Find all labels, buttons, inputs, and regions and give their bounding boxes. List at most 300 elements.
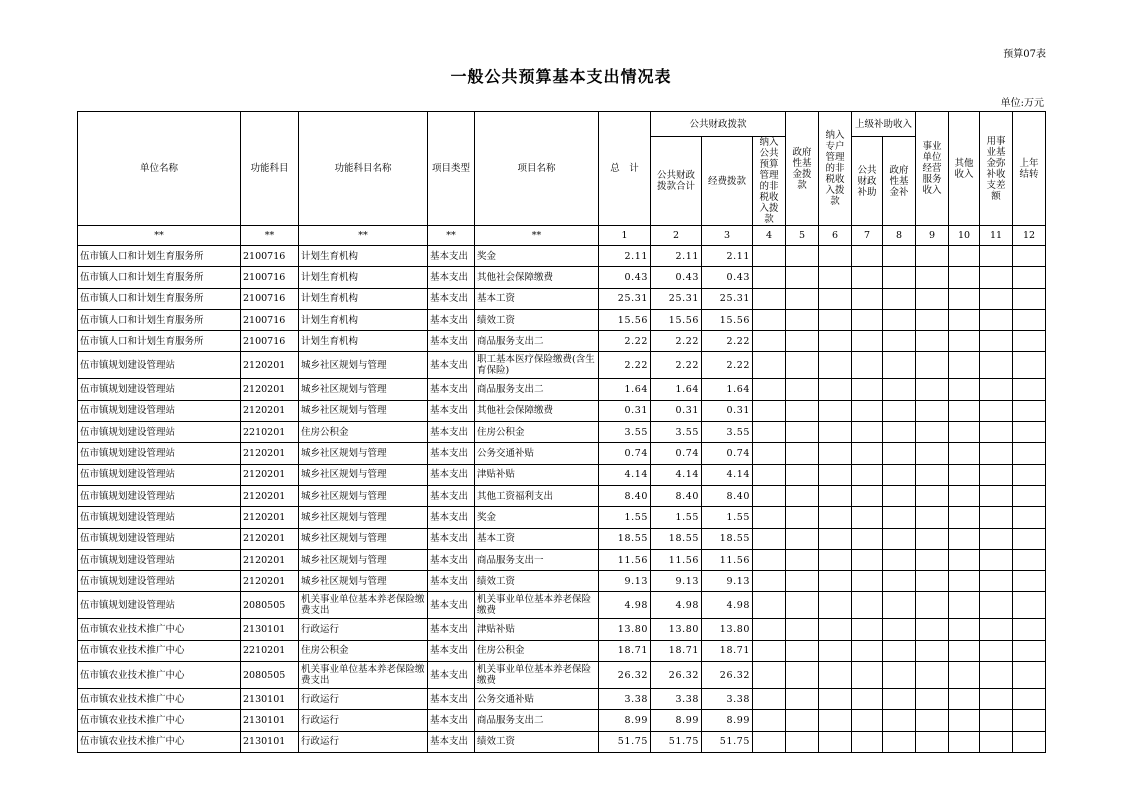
empty-cell — [949, 309, 980, 330]
unit-name-cell: 伍市镇规划建设管理站 — [78, 507, 241, 528]
column-number-cell: 9 — [916, 226, 949, 246]
empty-cell — [883, 592, 916, 619]
func-name-cell: 城乡社区规划与管理 — [299, 352, 428, 379]
empty-cell — [980, 485, 1013, 506]
proj-name-cell: 基本工资 — [475, 528, 599, 549]
empty-cell — [819, 246, 852, 267]
empty-cell — [852, 662, 883, 689]
unit-name-cell: 伍市镇人口和计划生育服务所 — [78, 288, 241, 309]
empty-cell — [786, 710, 819, 731]
empty-cell — [980, 571, 1013, 592]
empty-cell — [786, 246, 819, 267]
empty-cell — [916, 549, 949, 570]
proj-name-cell: 津贴补贴 — [475, 464, 599, 485]
empty-cell — [980, 309, 1013, 330]
total-cell: 0.43 — [599, 267, 651, 288]
marker-star-cell: ** — [475, 226, 599, 246]
empty-cell — [819, 640, 852, 661]
empty-cell — [819, 464, 852, 485]
proj-type-cell: 基本支出 — [428, 464, 475, 485]
proj-name-cell: 绩效工资 — [475, 309, 599, 330]
empty-cell — [753, 640, 786, 661]
proj-name-cell: 商品服务支出一 — [475, 549, 599, 570]
proj-type-cell: 基本支出 — [428, 246, 475, 267]
empty-cell — [852, 246, 883, 267]
empty-cell — [819, 507, 852, 528]
func-code-cell: 2120201 — [241, 571, 299, 592]
table-row — [78, 379, 1046, 400]
empty-cell — [819, 549, 852, 570]
empty-cell — [786, 731, 819, 752]
func-name-cell: 行政运行 — [299, 731, 428, 752]
empty-cell — [883, 619, 916, 640]
proj-name-cell: 职工基本医疗保险缴费(含生育保险) — [475, 352, 599, 379]
header-gov-fund: 政府性基金拨款 — [786, 112, 819, 226]
proj-name-cell: 基本工资 — [475, 288, 599, 309]
total-cell: 18.55 — [599, 528, 651, 549]
public-finance-total-cell: 4.14 — [651, 464, 702, 485]
column-number-cell: 6 — [819, 226, 852, 246]
empty-cell — [753, 485, 786, 506]
empty-cell — [980, 379, 1013, 400]
table-row — [78, 443, 1046, 464]
header-budget-special-income: 纳入公共预算管理的非税收入拨款 — [753, 137, 786, 226]
empty-cell — [1013, 549, 1046, 570]
func-code-cell: 2100716 — [241, 288, 299, 309]
empty-cell — [916, 710, 949, 731]
empty-cell — [883, 267, 916, 288]
unit-name-cell: 伍市镇规划建设管理站 — [78, 379, 241, 400]
func-code-cell: 2120201 — [241, 485, 299, 506]
expense-appropriation-cell: 1.64 — [702, 379, 753, 400]
empty-cell — [916, 443, 949, 464]
empty-cell — [852, 267, 883, 288]
empty-cell — [852, 507, 883, 528]
column-number-cell: 1 — [599, 226, 651, 246]
column-number-cell: 7 — [852, 226, 883, 246]
proj-type-cell: 基本支出 — [428, 309, 475, 330]
proj-type-cell: 基本支出 — [428, 619, 475, 640]
empty-cell — [949, 662, 980, 689]
public-finance-total-cell: 8.99 — [651, 710, 702, 731]
func-code-cell: 2120201 — [241, 464, 299, 485]
func-name-cell: 计划生育机构 — [299, 331, 428, 352]
header-business-income: 事业单位经营服务收入 — [916, 112, 949, 226]
header-fund-deficit: 用事业基金弥补收支差额 — [980, 112, 1013, 226]
table-row — [78, 288, 1046, 309]
proj-name-cell: 公务交通补贴 — [475, 443, 599, 464]
empty-cell — [753, 528, 786, 549]
empty-cell — [786, 662, 819, 689]
table-row — [78, 731, 1046, 752]
empty-cell — [883, 246, 916, 267]
func-code-cell: 2130101 — [241, 619, 299, 640]
public-finance-total-cell: 4.98 — [651, 592, 702, 619]
unit-name-cell: 伍市镇规划建设管理站 — [78, 443, 241, 464]
expense-appropriation-cell: 8.99 — [702, 710, 753, 731]
empty-cell — [786, 267, 819, 288]
expense-appropriation-cell: 8.40 — [702, 485, 753, 506]
empty-cell — [949, 331, 980, 352]
unit-label: 单位:万元 — [1000, 98, 1044, 109]
empty-cell — [883, 689, 916, 710]
empty-cell — [980, 640, 1013, 661]
empty-cell — [753, 592, 786, 619]
empty-cell — [1013, 352, 1046, 379]
total-cell: 26.32 — [599, 662, 651, 689]
empty-cell — [852, 571, 883, 592]
proj-name-cell: 住房公积金 — [475, 640, 599, 661]
empty-cell — [852, 288, 883, 309]
empty-cell — [786, 571, 819, 592]
func-name-cell: 计划生育机构 — [299, 246, 428, 267]
column-number-cell: 2 — [651, 226, 702, 246]
empty-cell — [949, 689, 980, 710]
func-code-cell: 2080505 — [241, 592, 299, 619]
proj-name-cell: 奖金 — [475, 246, 599, 267]
empty-cell — [916, 331, 949, 352]
empty-cell — [949, 528, 980, 549]
proj-type-cell: 基本支出 — [428, 571, 475, 592]
public-finance-total-cell: 13.80 — [651, 619, 702, 640]
empty-cell — [980, 464, 1013, 485]
empty-cell — [980, 352, 1013, 379]
expense-appropriation-cell: 0.31 — [702, 400, 753, 421]
proj-type-cell: 基本支出 — [428, 485, 475, 506]
empty-cell — [753, 309, 786, 330]
empty-cell — [786, 352, 819, 379]
empty-cell — [916, 592, 949, 619]
empty-cell — [786, 379, 819, 400]
column-number-cell: 8 — [883, 226, 916, 246]
unit-name-cell: 伍市镇人口和计划生育服务所 — [78, 309, 241, 330]
empty-cell — [1013, 246, 1046, 267]
empty-cell — [980, 662, 1013, 689]
total-cell: 2.11 — [599, 246, 651, 267]
empty-cell — [1013, 528, 1046, 549]
unit-name-cell: 伍市镇农业技术推广中心 — [78, 640, 241, 661]
empty-cell — [786, 288, 819, 309]
unit-name-cell: 伍市镇人口和计划生育服务所 — [78, 331, 241, 352]
empty-cell — [819, 710, 852, 731]
unit-name-cell: 伍市镇农业技术推广中心 — [78, 710, 241, 731]
empty-cell — [980, 528, 1013, 549]
empty-cell — [980, 331, 1013, 352]
total-cell: 1.64 — [599, 379, 651, 400]
empty-cell — [786, 464, 819, 485]
proj-name-cell: 住房公积金 — [475, 422, 599, 443]
func-name-cell: 城乡社区规划与管理 — [299, 400, 428, 421]
empty-cell — [852, 640, 883, 661]
empty-cell — [1013, 400, 1046, 421]
proj-type-cell: 基本支出 — [428, 267, 475, 288]
empty-cell — [819, 485, 852, 506]
expense-appropriation-cell: 3.38 — [702, 689, 753, 710]
unit-name-cell: 伍市镇规划建设管理站 — [78, 571, 241, 592]
proj-name-cell: 商品服务支出二 — [475, 710, 599, 731]
table-row — [78, 485, 1046, 506]
empty-cell — [852, 689, 883, 710]
unit-name-cell: 伍市镇规划建设管理站 — [78, 464, 241, 485]
func-code-cell: 2120201 — [241, 507, 299, 528]
header-unit-name: 单位名称 — [78, 112, 241, 226]
expense-appropriation-cell: 0.74 — [702, 443, 753, 464]
proj-type-cell: 基本支出 — [428, 640, 475, 661]
func-name-cell: 城乡社区规划与管理 — [299, 571, 428, 592]
header-special-nontax: 纳入专户管理的非税收入拨款 — [819, 112, 852, 226]
expense-appropriation-cell: 2.11 — [702, 246, 753, 267]
func-code-cell: 2120201 — [241, 528, 299, 549]
func-name-cell: 住房公积金 — [299, 640, 428, 661]
public-finance-total-cell: 15.56 — [651, 309, 702, 330]
column-number-cell: 3 — [702, 226, 753, 246]
header-last-year-carry: 上年结转 — [1013, 112, 1046, 226]
func-code-cell: 2100716 — [241, 267, 299, 288]
proj-name-cell: 机关事业单位基本养老保险缴费 — [475, 662, 599, 689]
public-finance-total-cell: 1.55 — [651, 507, 702, 528]
expense-appropriation-cell: 18.71 — [702, 640, 753, 661]
empty-cell — [852, 485, 883, 506]
func-name-cell: 住房公积金 — [299, 422, 428, 443]
column-number-cell: 10 — [949, 226, 980, 246]
empty-cell — [753, 267, 786, 288]
header-proj-type: 项目类型 — [428, 112, 475, 226]
empty-cell — [916, 662, 949, 689]
header-superior-subsidy: 上级补助收入 — [852, 112, 916, 137]
empty-cell — [753, 662, 786, 689]
func-code-cell: 2210201 — [241, 422, 299, 443]
unit-name-cell: 伍市镇规划建设管理站 — [78, 422, 241, 443]
empty-cell — [883, 379, 916, 400]
empty-cell — [786, 443, 819, 464]
empty-cell — [753, 507, 786, 528]
empty-cell — [949, 246, 980, 267]
empty-cell — [819, 352, 852, 379]
empty-cell — [852, 549, 883, 570]
empty-cell — [753, 331, 786, 352]
empty-cell — [883, 710, 916, 731]
empty-cell — [980, 400, 1013, 421]
empty-cell — [916, 689, 949, 710]
empty-cell — [852, 422, 883, 443]
table-row — [78, 710, 1046, 731]
header-public-finance-total: 公共财政拨款合计 — [651, 137, 702, 226]
empty-cell — [1013, 443, 1046, 464]
empty-cell — [949, 352, 980, 379]
expense-appropriation-cell: 3.55 — [702, 422, 753, 443]
expense-appropriation-cell: 2.22 — [702, 352, 753, 379]
empty-cell — [916, 352, 949, 379]
total-cell: 2.22 — [599, 352, 651, 379]
empty-cell — [786, 640, 819, 661]
empty-cell — [1013, 331, 1046, 352]
empty-cell — [753, 549, 786, 570]
empty-cell — [852, 528, 883, 549]
empty-cell — [980, 592, 1013, 619]
proj-type-cell: 基本支出 — [428, 528, 475, 549]
empty-cell — [916, 619, 949, 640]
proj-type-cell: 基本支出 — [428, 400, 475, 421]
empty-cell — [949, 288, 980, 309]
empty-cell — [883, 331, 916, 352]
proj-name-cell: 其他社会保障缴费 — [475, 400, 599, 421]
empty-cell — [949, 379, 980, 400]
empty-cell — [916, 267, 949, 288]
empty-cell — [1013, 710, 1046, 731]
empty-cell — [883, 443, 916, 464]
empty-cell — [753, 571, 786, 592]
expense-appropriation-cell: 51.75 — [702, 731, 753, 752]
table-row — [78, 549, 1046, 570]
proj-name-cell: 商品服务支出二 — [475, 379, 599, 400]
empty-cell — [852, 400, 883, 421]
empty-cell — [786, 331, 819, 352]
proj-name-cell: 机关事业单位基本养老保险缴费 — [475, 592, 599, 619]
empty-cell — [1013, 507, 1046, 528]
empty-cell — [852, 309, 883, 330]
public-finance-total-cell: 18.55 — [651, 528, 702, 549]
func-name-cell: 城乡社区规划与管理 — [299, 528, 428, 549]
header-public-finance: 公共财政拨款 — [651, 112, 786, 137]
header-expense-appropriation: 经费拨款 — [702, 137, 753, 226]
empty-cell — [786, 309, 819, 330]
empty-cell — [1013, 485, 1046, 506]
table-row — [78, 640, 1046, 661]
empty-cell — [753, 710, 786, 731]
public-finance-total-cell: 0.43 — [651, 267, 702, 288]
empty-cell — [786, 507, 819, 528]
column-number-row — [78, 226, 1046, 246]
empty-cell — [949, 731, 980, 752]
empty-cell — [852, 379, 883, 400]
empty-cell — [819, 309, 852, 330]
empty-cell — [883, 507, 916, 528]
empty-cell — [819, 331, 852, 352]
empty-cell — [883, 485, 916, 506]
empty-cell — [786, 400, 819, 421]
empty-cell — [852, 464, 883, 485]
empty-cell — [819, 592, 852, 619]
empty-cell — [980, 507, 1013, 528]
empty-cell — [786, 485, 819, 506]
unit-name-cell: 伍市镇农业技术推广中心 — [78, 619, 241, 640]
proj-type-cell: 基本支出 — [428, 288, 475, 309]
empty-cell — [949, 592, 980, 619]
func-name-cell: 城乡社区规划与管理 — [299, 379, 428, 400]
public-finance-total-cell: 1.64 — [651, 379, 702, 400]
proj-name-cell: 其他社会保障缴费 — [475, 267, 599, 288]
empty-cell — [753, 288, 786, 309]
empty-cell — [852, 619, 883, 640]
unit-name-cell: 伍市镇农业技术推广中心 — [78, 731, 241, 752]
public-finance-total-cell: 25.31 — [651, 288, 702, 309]
unit-name-cell: 伍市镇人口和计划生育服务所 — [78, 246, 241, 267]
total-cell: 25.31 — [599, 288, 651, 309]
public-finance-total-cell: 8.40 — [651, 485, 702, 506]
func-code-cell: 2130101 — [241, 689, 299, 710]
proj-type-cell: 基本支出 — [428, 710, 475, 731]
public-finance-total-cell: 0.74 — [651, 443, 702, 464]
func-code-cell: 2100716 — [241, 246, 299, 267]
func-name-cell: 计划生育机构 — [299, 267, 428, 288]
func-code-cell: 2120201 — [241, 443, 299, 464]
empty-cell — [753, 443, 786, 464]
empty-cell — [980, 619, 1013, 640]
empty-cell — [949, 267, 980, 288]
empty-cell — [1013, 464, 1046, 485]
empty-cell — [980, 267, 1013, 288]
header-func-name: 功能科目名称 — [299, 112, 428, 226]
empty-cell — [883, 422, 916, 443]
total-cell: 11.56 — [599, 549, 651, 570]
proj-name-cell: 其他工资福利支出 — [475, 485, 599, 506]
empty-cell — [819, 571, 852, 592]
empty-cell — [980, 710, 1013, 731]
proj-name-cell: 绩效工资 — [475, 571, 599, 592]
column-number-cell: 12 — [1013, 226, 1046, 246]
public-finance-total-cell: 3.55 — [651, 422, 702, 443]
public-finance-total-cell: 11.56 — [651, 549, 702, 570]
empty-cell — [753, 619, 786, 640]
empty-cell — [916, 246, 949, 267]
empty-cell — [883, 640, 916, 661]
public-finance-total-cell: 2.22 — [651, 352, 702, 379]
empty-cell — [786, 422, 819, 443]
proj-name-cell: 公务交通补贴 — [475, 689, 599, 710]
empty-cell — [753, 379, 786, 400]
empty-cell — [883, 549, 916, 570]
table-row — [78, 689, 1046, 710]
unit-name-cell: 伍市镇规划建设管理站 — [78, 549, 241, 570]
budget-table — [77, 111, 1046, 753]
empty-cell — [916, 400, 949, 421]
column-number-cell: 11 — [980, 226, 1013, 246]
empty-cell — [1013, 309, 1046, 330]
marker-star-cell: ** — [241, 226, 299, 246]
func-code-cell: 2210201 — [241, 640, 299, 661]
empty-cell — [980, 731, 1013, 752]
header-total: 总 计 — [599, 112, 651, 226]
empty-cell — [1013, 731, 1046, 752]
empty-cell — [819, 619, 852, 640]
public-finance-total-cell: 3.38 — [651, 689, 702, 710]
func-code-cell: 2080505 — [241, 662, 299, 689]
empty-cell — [1013, 379, 1046, 400]
total-cell: 13.80 — [599, 619, 651, 640]
empty-cell — [786, 549, 819, 570]
empty-cell — [819, 267, 852, 288]
total-cell: 8.40 — [599, 485, 651, 506]
empty-cell — [1013, 592, 1046, 619]
func-name-cell: 城乡社区规划与管理 — [299, 443, 428, 464]
expense-appropriation-cell: 15.56 — [702, 309, 753, 330]
proj-name-cell: 绩效工资 — [475, 731, 599, 752]
empty-cell — [786, 689, 819, 710]
proj-type-cell: 基本支出 — [428, 507, 475, 528]
expense-appropriation-cell: 11.56 — [702, 549, 753, 570]
empty-cell — [819, 662, 852, 689]
empty-cell — [852, 352, 883, 379]
empty-cell — [819, 400, 852, 421]
unit-name-cell: 伍市镇人口和计划生育服务所 — [78, 267, 241, 288]
empty-cell — [980, 549, 1013, 570]
expense-appropriation-cell: 4.14 — [702, 464, 753, 485]
proj-name-cell: 津贴补贴 — [475, 619, 599, 640]
total-cell: 4.98 — [599, 592, 651, 619]
empty-cell — [786, 528, 819, 549]
empty-cell — [949, 464, 980, 485]
empty-cell — [1013, 267, 1046, 288]
